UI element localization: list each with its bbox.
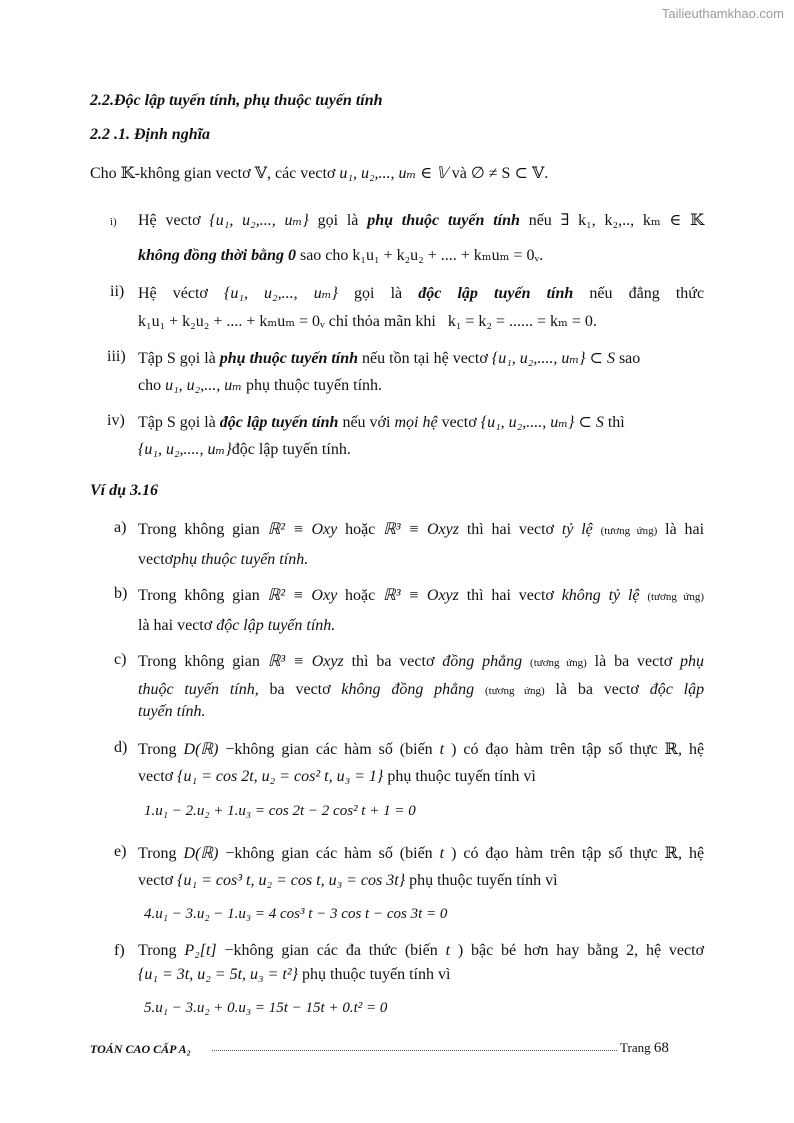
- def-i-word: nếu: [528, 212, 552, 229]
- section-title: 2.2.Độc lập tuyến tính, phụ thuộc tuyến tính: [90, 92, 383, 109]
- def-i-condition: không đồng thời bằng 0: [138, 247, 296, 264]
- ex-b-text: Trong không gian: [138, 587, 260, 604]
- ex-c-italic: thuộc tuyến tính,: [138, 681, 259, 698]
- ex-a-marker: a): [114, 519, 127, 536]
- def-iii-marker: iii): [107, 348, 126, 365]
- def-ii-set: {u₁, u₂,..., uₘ}: [223, 285, 338, 302]
- ex-c-text: thì ba vectơ: [351, 653, 435, 670]
- ex-c-space: ℝ³ ≡ Oxyz: [267, 653, 344, 670]
- def-iii-text: Tập S gọi là: [138, 350, 216, 367]
- ex-c-note: (tương ứng): [530, 657, 587, 669]
- ex-a-text: hoặc: [345, 521, 376, 538]
- ex-b-line2: [138, 617, 704, 635]
- watermark: Tailieuthamkhao.com: [661, 6, 784, 21]
- ex-f-set: {u₁ = 3t, u₂ = 5t, u₃ = t²}: [138, 966, 299, 983]
- ex-e-text: vectơ: [138, 872, 174, 889]
- def-ii-line2: [138, 311, 704, 331]
- def-iv-text: thì: [607, 414, 625, 431]
- footer-dotted-leader: [212, 1040, 617, 1051]
- ex-a-line2: [138, 551, 704, 569]
- def-i-equation: k₁u₁ + k₂u₂ + .... + kₘuₘ = 0ᵥ.: [352, 247, 544, 264]
- ex-c-line3: tuyến tính.: [138, 703, 206, 720]
- def-iii-text: nếu tồn tại hệ vectơ: [362, 350, 488, 367]
- ex-e-space: D(ℝ): [183, 845, 219, 862]
- def-ii-word: Hệ: [138, 285, 157, 302]
- ex-a-text: Trong không gian: [138, 521, 260, 538]
- def-iv-marker: iv): [107, 412, 125, 429]
- ex-d-var: t: [439, 741, 445, 758]
- def-iii-text: sao: [618, 350, 641, 367]
- example-title: Ví dụ 3.16: [90, 482, 159, 499]
- footer-page: [620, 1040, 669, 1057]
- def-iv-line1: [138, 412, 704, 432]
- ex-a-text: thì hai vectơ: [466, 521, 555, 538]
- footer-page-number: 68: [653, 1040, 669, 1056]
- ex-e-text: Trong: [138, 845, 177, 862]
- ex-d-text: −không gian các hàm số (biến: [225, 741, 433, 758]
- def-i-term: phụ thuộc tuyến tính: [367, 212, 520, 229]
- def-ii-word: đẳng: [628, 285, 660, 302]
- def-ii-word: thức: [675, 285, 705, 302]
- footer-page-label: Trang: [620, 1040, 651, 1055]
- def-iv-set: {u₁, u₂,...., uₘ} ⊂ S: [480, 414, 604, 431]
- def-iv-set2: {u₁, u₂,...., uₘ}: [138, 441, 232, 458]
- ex-d-set: {u₁ = cos 2t, u₂ = cos² t, u₃ = 1}: [177, 768, 384, 785]
- def-iv-text-italic: mọi hệ: [394, 414, 438, 431]
- ex-f-space: P₂[t]: [184, 942, 217, 959]
- ex-d-text: ) có đạo hàm trên tập số thực ℝ, hệ: [451, 741, 705, 758]
- ex-a-note: (tương ứng): [600, 525, 658, 537]
- def-i-word: vectơ: [165, 212, 201, 229]
- ex-f-text: phụ thuộc tuyến tính vì: [302, 966, 451, 983]
- intro-vectors: u₁, u₂,..., uₘ ∈ 𝕍: [339, 165, 448, 182]
- def-ii-marker: ii): [110, 283, 125, 300]
- def-ii-word: véctơ: [172, 285, 208, 302]
- def-iv-text: vectơ: [441, 414, 477, 431]
- def-ii-mid: chỉ thỏa mãn khi: [328, 313, 436, 330]
- intro-line: [90, 163, 548, 183]
- ex-a-text: vectơ: [138, 551, 174, 568]
- ex-d-equation: 1.u₁ − 2.u₂ + 1.u₃ = cos 2t − 2 cos² t + 1 = 0: [144, 803, 416, 819]
- def-i-marker: i): [110, 216, 117, 228]
- intro-text-c: và ∅ ≠ S ⊂ 𝕍.: [451, 165, 549, 182]
- ex-b-text: thì hai vectơ: [466, 587, 554, 604]
- ex-f-text: ) bậc bé hơn hay bằng 2, hệ vectơ: [457, 942, 705, 959]
- def-ii-term: tính: [546, 285, 574, 302]
- ex-b-italic: độc lập tuyến tính.: [216, 617, 336, 634]
- def-iii-text: phụ thuộc tuyến tính.: [246, 377, 383, 394]
- ex-e-line2: [138, 872, 704, 890]
- ex-a-space1: ℝ² ≡ Oxy: [267, 521, 338, 538]
- def-iv-text: nếu với: [342, 414, 391, 431]
- def-i-word: sao cho: [299, 247, 349, 264]
- def-i-exists: ∃ k₁, k₂,.., kₘ ∈ 𝕂: [560, 212, 705, 229]
- def-i-word: Hệ: [138, 212, 157, 229]
- ex-e-text: −không gian các hàm số (biến: [225, 845, 433, 862]
- def-iii-line1: [138, 348, 704, 368]
- ex-b-italic: không tỷ lệ: [561, 587, 640, 604]
- intro-text-a: Cho 𝕂-không gian vectơ 𝕍, các vectơ: [90, 165, 336, 182]
- def-ii-equation2: k₁ = k₂ = ...... = kₘ = 0.: [447, 313, 597, 330]
- subsection-title: 2.2 .1. Định nghĩa: [90, 126, 211, 143]
- ex-d-space: D(ℝ): [183, 741, 219, 758]
- ex-a-line1: [138, 519, 704, 539]
- def-iii-term: phụ thuộc tuyến tính: [219, 350, 359, 367]
- ex-e-equation: 4.u₁ − 3.u₂ − 1.u₃ = 4 cos³ t − 3 cos t − cos 3t = 0: [144, 906, 448, 922]
- ex-e-set: {u₁ = cos³ t, u₂ = cos t, u₃ = cos 3t}: [177, 872, 406, 889]
- ex-b-note: (tương ứng): [647, 591, 705, 603]
- ex-c-italic: phụ: [680, 653, 705, 670]
- ex-c-marker: c): [114, 651, 127, 668]
- ex-a-italic: tỷ lệ: [561, 521, 593, 538]
- ex-c-italic: không đồng phẳng: [341, 681, 475, 698]
- footer-title: TOÁN CAO CẤP A₂: [90, 1042, 191, 1056]
- def-ii-term: lập: [457, 285, 478, 302]
- ex-a-space2: ℝ³ ≡ Oxyz: [383, 521, 459, 538]
- ex-c-text: là ba vectơ: [594, 653, 673, 670]
- ex-b-text: là hai vectơ: [138, 617, 213, 634]
- ex-c-text: ba vectơ: [269, 681, 331, 698]
- def-ii-term: độc: [418, 285, 442, 302]
- ex-b-text: hoặc: [345, 587, 376, 604]
- ex-b-marker: b): [114, 585, 128, 602]
- def-i-line1: [138, 210, 704, 230]
- ex-c-italic: độc lập: [649, 681, 705, 698]
- def-i-word: gọi là: [317, 212, 359, 229]
- def-iv-term: độc lập tuyến tính: [219, 414, 339, 431]
- ex-c-note: (tương ứng): [484, 685, 545, 697]
- def-ii-word: gọi: [354, 285, 375, 302]
- ex-c-text: Trong không gian: [138, 653, 260, 670]
- def-iii-vectors: u₁, u₂,..., uₘ: [165, 377, 243, 394]
- ex-b-line1: [138, 585, 704, 605]
- ex-f-text: Trong: [138, 942, 177, 959]
- def-iv-line2: [138, 439, 704, 459]
- def-ii-term: tuyến: [494, 285, 531, 302]
- ex-f-marker: f): [114, 942, 125, 959]
- ex-f-equation: 5.u₁ − 3.u₂ + 0.u₃ = 15t − 15t + 0.t² = 0: [144, 1000, 388, 1016]
- ex-d-line2: [138, 768, 704, 786]
- ex-f-var: t: [445, 942, 451, 959]
- ex-e-marker: e): [114, 843, 127, 860]
- ex-e-line1: [138, 843, 704, 863]
- def-i-set: {u₁, u₂,..., uₘ}: [209, 212, 309, 229]
- ex-b-space1: ℝ² ≡ Oxy: [267, 587, 338, 604]
- ex-d-text: phụ thuộc tuyến tính vì: [387, 768, 536, 785]
- def-ii-word: là: [390, 285, 403, 302]
- def-iv-text: độc lập tuyến tính.: [231, 441, 351, 458]
- ex-e-text: phụ thuộc tuyến tính vì: [409, 872, 558, 889]
- def-i-line2: [138, 245, 704, 265]
- def-ii-word: nếu: [589, 285, 613, 302]
- ex-d-text: Trong: [138, 741, 177, 758]
- ex-f-line1: [138, 942, 704, 960]
- ex-c-line1: [138, 651, 704, 671]
- ex-a-italic: phụ thuộc tuyến tính.: [173, 551, 309, 568]
- ex-d-marker: d): [114, 739, 128, 756]
- def-ii-equation: k₁u₁ + k₂u₂ + .... + kₘuₘ = 0ᵥ: [138, 313, 325, 330]
- def-iii-line2: [138, 375, 704, 395]
- def-iii-text: cho: [138, 377, 162, 394]
- ex-b-space2: ℝ³ ≡ Oxyz: [383, 587, 459, 604]
- ex-c-text: là ba vectơ: [555, 681, 639, 698]
- ex-f-line2: [138, 966, 704, 984]
- def-iv-text: Tập S gọi là: [138, 414, 216, 431]
- def-ii-line1: [138, 283, 704, 303]
- ex-a-text: là hai: [665, 521, 705, 538]
- ex-d-text: vectơ: [138, 768, 174, 785]
- ex-f-text: −không gian các đa thức (biến: [224, 942, 438, 959]
- ex-e-var: t: [439, 845, 445, 862]
- def-iii-set: {u₁, u₂,...., uₘ} ⊂ S: [491, 350, 615, 367]
- ex-d-line1: [138, 739, 704, 759]
- ex-c-italic: đồng phẳng: [442, 653, 523, 670]
- ex-e-text: ) có đạo hàm trên tập số thực ℝ, hệ: [451, 845, 705, 862]
- ex-c-line2: [138, 681, 704, 699]
